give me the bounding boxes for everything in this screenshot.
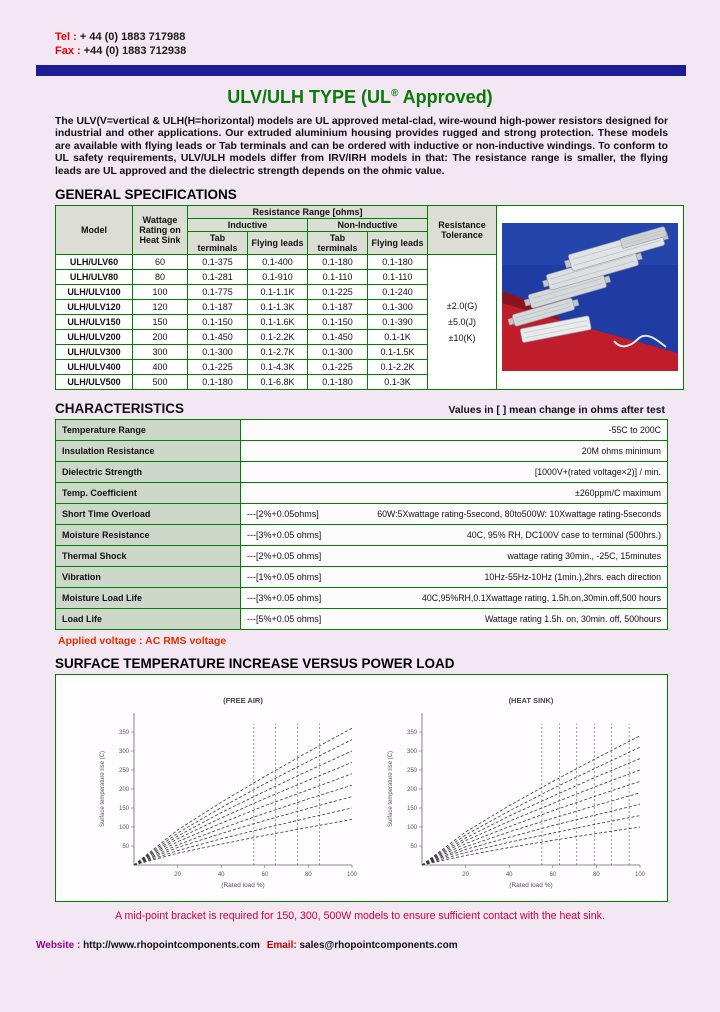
fax-line [55,44,720,58]
non-inductive-flying-range: 0.1-390 [368,315,428,330]
inductive-tab-range: 0.1-225 [188,360,248,375]
wattage-value: 300 [133,345,188,360]
characteristic-label: Load Life [56,609,241,630]
general-specs-table [55,205,684,390]
wattage-value: 200 [133,330,188,345]
svg-text:150: 150 [406,806,417,813]
fax-label: Fax : [55,45,81,58]
characteristic-condition: 20M ohms minimum [581,446,661,457]
characteristic-condition: 40C, 95% RH, DC100V case to terminal (500hrs.) [466,530,661,541]
svg-text:250: 250 [406,768,417,775]
characteristic-condition: -55C to 200C [608,425,661,436]
footer [36,940,720,951]
model-name: ULH/ULV200 [56,330,133,345]
non-inductive-flying-range: 0.1-180 [368,255,428,270]
email-label: Email: [266,940,297,952]
model-name: ULH/ULV120 [56,300,133,315]
svg-text:50: 50 [410,844,417,851]
non-inductive-flying-range: 0.1-3K [368,375,428,390]
characteristics-row [56,525,668,546]
surface-chart-heading: SURFACE TEMPERATURE INCREASE VERSUS POWER LOAD [55,656,455,672]
surface-charts-svg [56,675,667,901]
svg-text:100: 100 [346,872,358,879]
characteristic-condition: 40C,95%RH,0.1Xwattage rating, 1.5h.on,30min.off,500 hours [422,593,661,604]
inductive-flying-range: 0.1-2.7K [248,345,308,360]
characteristic-change: ---[1%+0.05 ohms] [247,572,322,583]
col-tolerance: Resistance Tolerance [428,206,497,255]
non-inductive-tab-range: 0.1-110 [308,270,368,285]
tel-line [55,30,720,44]
characteristic-change: ---[2%+0.05 ohms] [247,551,322,562]
characteristic-label: Vibration [56,567,241,588]
characteristics-header [55,401,665,416]
characteristics-row [56,441,668,462]
non-inductive-tab-range: 0.1-225 [308,360,368,375]
characteristics-table [55,419,668,630]
product-photo [502,223,678,371]
svg-text:(FREE AIR): (FREE AIR) [223,696,263,706]
model-name: ULH/ULV100 [56,285,133,300]
characteristic-value [241,525,668,546]
wattage-value: 60 [133,255,188,270]
svg-text:80: 80 [305,872,312,879]
registered-trademark-symbol: ® [390,87,399,99]
characteristic-label: Thermal Shock [56,546,241,567]
model-name: ULH/ULV300 [56,345,133,360]
inductive-tab-range: 0.1-450 [188,330,248,345]
chart-2 [388,696,646,889]
col-non-inductive: Non-Inductive [308,219,428,232]
characteristic-change: ---[2%+0.05ohms] [247,509,319,520]
email-link[interactable]: sales@rhopointcomponents.com [299,940,458,952]
svg-text:300: 300 [406,749,417,756]
svg-text:100: 100 [634,872,646,879]
characteristic-condition: wattage rating 30min., -25C, 15minutes [507,551,661,562]
inductive-flying-range: 0.1-400 [248,255,308,270]
characteristic-change: ---[5%+0.05 ohms] [247,614,322,625]
characteristic-value [241,567,668,588]
characteristic-condition: ±260ppm/C maximum [575,488,661,499]
website-link[interactable]: http://www.rhopointcomponents.com [83,940,260,952]
svg-text:60: 60 [549,872,557,879]
svg-text:350: 350 [118,730,129,737]
svg-text:200: 200 [406,787,417,794]
svg-text:60: 60 [261,872,269,879]
non-inductive-flying-range: 0.1-2.2K [368,360,428,375]
svg-text:20: 20 [462,872,469,879]
website-label: Website : [36,940,81,952]
svg-text:Surface temperature rise (C): Surface temperature rise (C) [388,751,394,828]
characteristic-label: Moisture Resistance [56,525,241,546]
svg-text:(HEAT SINK): (HEAT SINK) [508,696,554,706]
characteristics-body [56,420,668,630]
characteristic-condition: 60W:5Xwattage rating-5second, 80to500W: 10Xwattage rating-5seconds [377,509,661,520]
characteristic-label: Insulation Resistance [56,441,241,462]
col-wattage: Wattage Rating on Heat Sink [133,206,188,255]
spec-header-row-1 [56,206,684,219]
surface-chart-panel [55,674,668,902]
model-name: ULH/ULV400 [56,360,133,375]
product-photo-cell [497,206,684,390]
inductive-tab-range: 0.1-375 [188,255,248,270]
svg-text:40: 40 [505,872,513,879]
non-inductive-tab-range: 0.1-150 [308,315,368,330]
non-inductive-tab-range: 0.1-300 [308,345,368,360]
inductive-flying-range: 0.1-910 [248,270,308,285]
characteristic-value [241,588,668,609]
characteristic-change: ---[3%+0.05 ohms] [247,530,322,541]
non-inductive-tab-range: 0.1-450 [308,330,368,345]
svg-text:200: 200 [118,787,129,794]
inductive-tab-range: 0.1-150 [188,315,248,330]
characteristics-row [56,588,668,609]
characteristic-condition: Wattage rating 1.5h. on, 30min. off, 500hours [484,614,661,625]
intro-paragraph: The ULV(V=vertical & ULH(H=horizontal) models are UL approved metal-clad, wire-wound high-power resistors designed for industrial and other applications. Our extruded aluminium housing provides rugged and strong protection. These models are available with flying leads or Tab terminals and can be ordered with inductive or non-inductive windings. To conform to UL safety requirements, ULV/ULH models differ from IRV/IRH models in that: The resistance range is smaller, the flying leads are UL approved and the dielectric strength depends on the ohmic value. [55,115,668,177]
midpoint-bracket-note: A mid-point bracket is required for 150, 300, 500W models to ensure sufficient contact with the heat sink. [115,910,605,923]
wattage-value: 80 [133,270,188,285]
svg-text:300: 300 [118,749,129,756]
characteristics-note: Values in [ ] mean change in ohms after test [448,405,665,417]
svg-text:(Rated load %): (Rated load %) [221,882,265,890]
divider-bar [36,65,686,76]
characteristic-condition: [1000V+(rated voltage×2)] / min. [534,467,661,478]
characteristic-label: Dielectric Strength [56,462,241,483]
svg-text:50: 50 [122,844,129,851]
wattage-value: 120 [133,300,188,315]
spec-table-body [56,206,684,390]
non-inductive-tab-range: 0.1-180 [308,255,368,270]
svg-text:100: 100 [406,825,417,832]
contact-block [55,0,720,59]
col-model: Model [56,206,133,255]
inductive-flying-range: 0.1-2.2K [248,330,308,345]
characteristic-value [241,483,668,504]
characteristics-row [56,546,668,567]
inductive-flying-range: 0.1-1.1K [248,285,308,300]
characteristics-row [56,567,668,588]
inductive-flying-range: 0.1-4.3K [248,360,308,375]
col-tab-terminals-inductive: Tab terminals [188,232,248,255]
wattage-value: 400 [133,360,188,375]
tolerance-values: ±2.0(G) ±5.0(J) ±10(K) [428,255,497,390]
model-name: ULH/ULV500 [56,375,133,390]
svg-text:150: 150 [118,806,129,813]
non-inductive-flying-range: 0.1-1K [368,330,428,345]
inductive-tab-range: 0.1-187 [188,300,248,315]
svg-text:(Rated load %): (Rated load %) [509,882,553,890]
inductive-flying-range: 0.1-1.6K [248,315,308,330]
characteristic-value [241,546,668,567]
fax-value: +44 (0) 1883 712938 [83,45,187,58]
characteristics-row [56,420,668,441]
characteristics-row [56,504,668,525]
characteristic-value [241,609,668,630]
svg-text:20: 20 [174,872,181,879]
inductive-tab-range: 0.1-300 [188,345,248,360]
general-specs-heading: GENERAL SPECIFICATIONS [55,187,237,203]
non-inductive-flying-range: 0.1-110 [368,270,428,285]
characteristic-value [241,462,668,483]
characteristic-label: Short Time Overload [56,504,241,525]
tel-label: Tel : [55,31,77,43]
non-inductive-tab-range: 0.1-180 [308,375,368,390]
col-flying-leads-non-inductive: Flying leads [368,232,428,255]
wattage-value: 100 [133,285,188,300]
model-name: ULH/ULV150 [56,315,133,330]
inductive-tab-range: 0.1-281 [188,270,248,285]
characteristics-heading: CHARACTERISTICS [55,401,185,417]
inductive-tab-range: 0.1-180 [188,375,248,390]
characteristics-row [56,609,668,630]
col-inductive: Inductive [188,219,308,232]
wattage-value: 150 [133,315,188,330]
non-inductive-tab-range: 0.1-187 [308,300,368,315]
page-title [0,87,720,108]
characteristic-label: Temp. Coefficient [56,483,241,504]
non-inductive-tab-range: 0.1-225 [308,285,368,300]
model-name: ULH/ULV80 [56,270,133,285]
inductive-flying-range: 0.1-1.3K [248,300,308,315]
inductive-tab-range: 0.1-775 [188,285,248,300]
non-inductive-flying-range: 0.1-1.5K [368,345,428,360]
applied-voltage-note: Applied voltage : AC RMS voltage [58,635,227,648]
non-inductive-flying-range: 0.1-300 [368,300,428,315]
characteristic-value [241,504,668,525]
model-name: ULH/ULV60 [56,255,133,270]
tel-value: + 44 (0) 1883 717988 [79,31,186,43]
characteristic-label: Temperature Range [56,420,241,441]
col-flying-leads-inductive: Flying leads [248,232,308,255]
inductive-flying-range: 0.1-6.8K [248,375,308,390]
svg-text:80: 80 [593,872,600,879]
svg-text:40: 40 [217,872,225,879]
col-resistance-range: Resistance Range [ohms] [188,206,428,219]
svg-text:Surface temperature rise (C): Surface temperature rise (C) [100,751,106,828]
title-text-suffix: Approved) [398,86,493,107]
characteristic-condition: 10Hz-55Hz-10Hz (1min.),2hrs. each direction [484,572,661,583]
svg-text:250: 250 [118,768,129,775]
chart-1 [100,696,358,889]
svg-text:100: 100 [118,825,129,832]
svg-text:350: 350 [406,730,417,737]
characteristics-row [56,483,668,504]
characteristic-value [241,420,668,441]
characteristic-change: ---[3%+0.05 ohms] [247,593,322,604]
title-text: ULV/ULH TYPE (UL [227,86,391,107]
characteristics-row [56,462,668,483]
characteristic-value [241,441,668,462]
wattage-value: 500 [133,375,188,390]
col-tab-terminals-non-inductive: Tab terminals [308,232,368,255]
characteristic-label: Moisture Load Life [56,588,241,609]
non-inductive-flying-range: 0.1-240 [368,285,428,300]
